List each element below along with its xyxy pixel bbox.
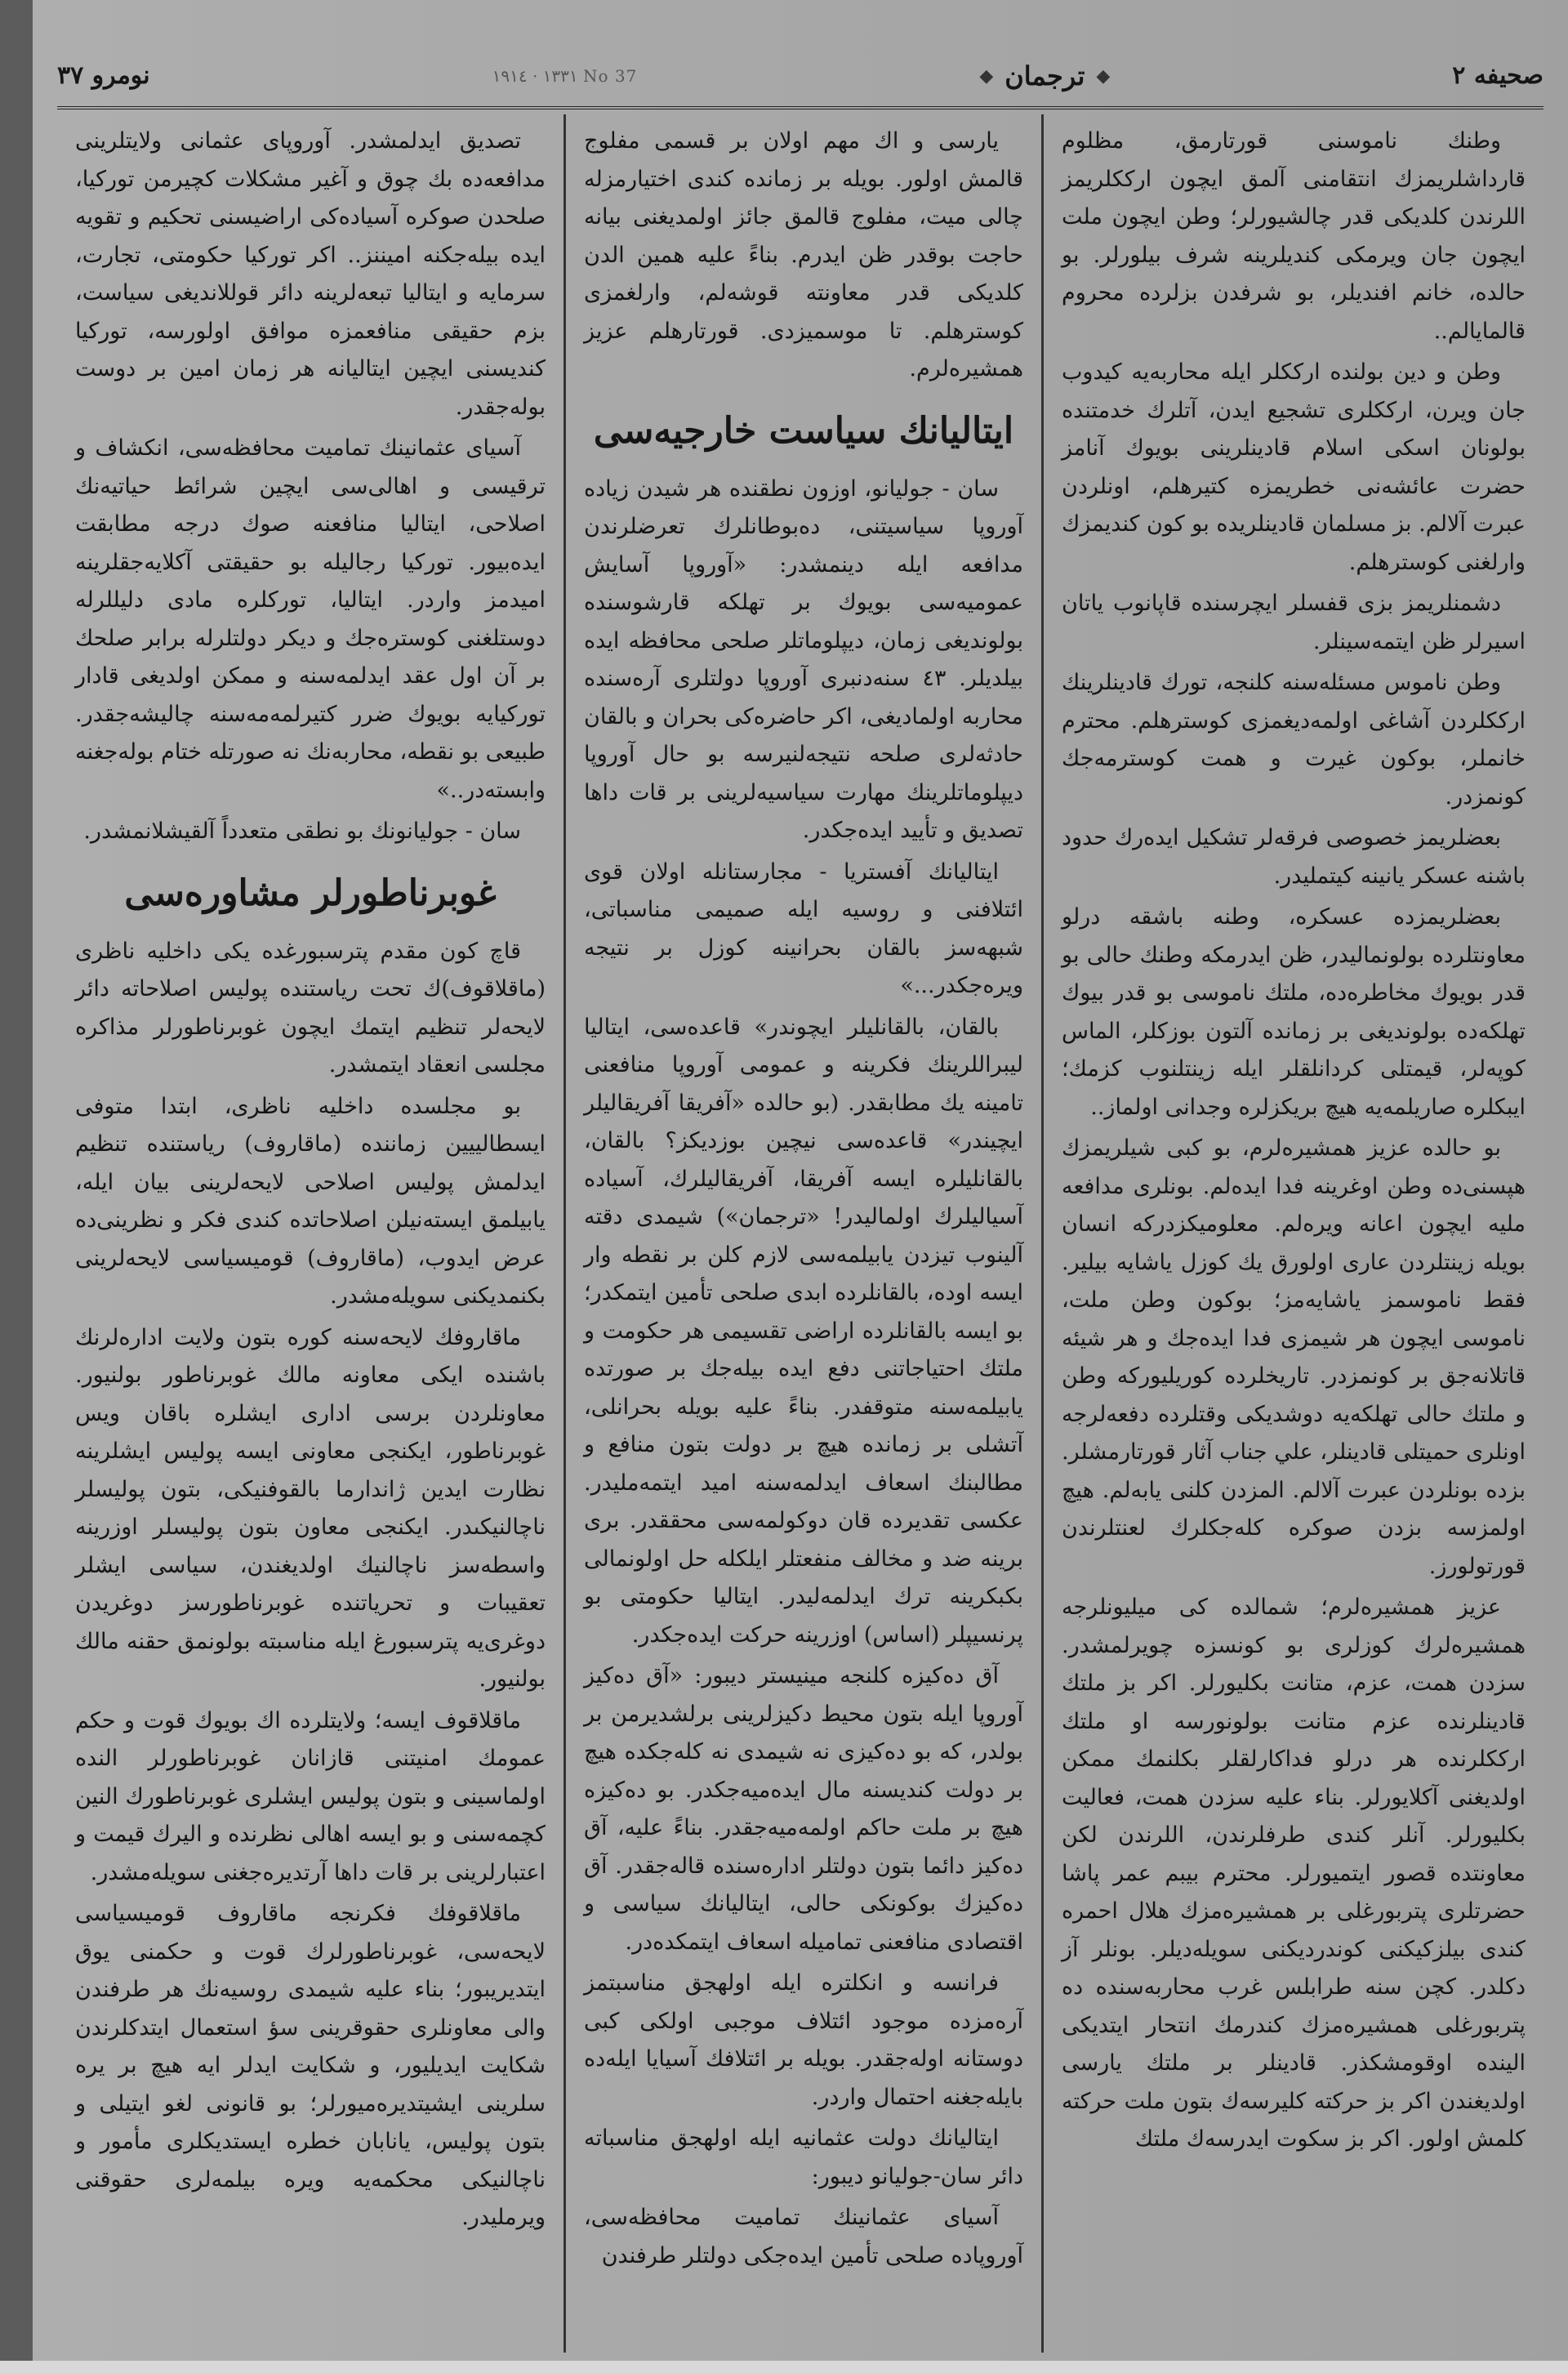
paragraph: بو مجلسده داخليه ناظرى، ابتدا متوفى ايسطالييين زماننده (ماقاروف) رياستنده تنظيم ايدلمش پوليس اصلاحى لايحه‌لرينى بيان ايله، يابيلمق ايسته‌نيلن اصلاحاتده كندى فكر و نظرينى‌ده عرض ايدوب، (ماقاروف) قوميسياسى لايحه‌لرينى بكنمديكنى سويله‌مشدر. <box>75 1093 546 1309</box>
masthead <box>57 45 1544 109</box>
paragraph: ماقاروفك لايحه‌سنه كوره بتون ولايت اداره‌لرنك باشنده ايكى معاونه مالك غوبرناطور بولنيور. معاونلردن برسى ادارى ايشلره باقان ويس غوبرناطور، ايكنجى معاونى ايسه پوليس ايشلرينه نظارت ايدين ژاندارما بالقوفنيكى، بتون پوليسلر ناچالنيكىدر. ايكنجى معاون بتون پوليسلر اوزرينه واسطه‌سز ناچالنيك اولديغندن، سياسى ايشلر تعقيبات و تحرياتنده غوبرناطورسز دوغريدن دوغرى‌يه پترسبورغ ايله مناسبته بولونمق حقنه مالك بولنيور. <box>75 1324 546 1692</box>
ornament-left-icon: ◆ <box>979 65 994 87</box>
paragraph: بو حالده عزيز همشيره‌لرم، بو كبى شيلريمزك هپسنى‌ده وطن اوغرينه فدا ايده‌لم. بونلرى مدافعه مليه ايچون اعانه ويره‌لم. معلوميكزدركه انسان بويله زينتلردن عارى اولورق يك كوزل ياشايه بيلير. فقط ناموسمز ياشايه‌مز؛ بوكون وطن ملت، ناموسى ايچون هر شيمزى فدا ايده‌جك و هر شيئه قاتلانه‌جق بر كونمزدر. تاريخلرده كوريليوركه وطن و ملتك حالى تهلكه‌يه دوشديكى وقتلرده دفعه‌لرجه اونلرى حميتلى قادينلر، علي جناب آثار قورتارمشلر. بزده بونلردن عبرت آلالم. المزدن كلنى يابه‌لم. هيچ اولمزسه بزدن صوكره كله‌جكلرك لعنتلرندن قورتولورز. <box>1062 1135 1526 1579</box>
paragraph: قاچ كون مقدم پترسبورغده يكى داخليه ناظرى (ماقلاقوف)ك تحت رياستنده پوليس اصلاحاته دائر لايحه‌لر تنظيم ايتمك ايچون غوبرناطورلر مذاكره مجلسى انعقاد ايتمشدر. <box>75 938 546 1077</box>
column-middle <box>564 114 1041 2353</box>
paragraph: دشمنلريمز بزى قفسلر ايچرسنده قاپانوب ياتان اسيرلر ظن ايتمه‌سينلر. <box>1062 591 1526 654</box>
paragraph: بالقان، بالقانليلر ايچوندر» قاعده‌سى، ايتاليا ليبراللرينك فكرينه و عمومى آوروپا منافعنى تامينه يك مطابقدر. (بو حالده «آفريقا آفريقاليلر ايچيندر» قاعده‌سى نيچين بوزديكز؟ بالقان، بالقانليلره ايسه آفريقا، آفريقاليلرك، آسياده آسياليلرك اولماليدر! «ترجمان») شيمدى دقته آلينوب تيزدن يابيلمه‌سى لازم كلن بر نقطه وار ايسه اوده، بالقانلرده ابدى صلحى تأمين ايتمكدر؛ بو ايسه بالقانلرده اراضى تقسيمى هر حكومت و ملتك احتياجاتنى دفع ايده بيله‌جك بر صورتده يابيلمه‌سنه متوقفدر. بناءً عليه بويله بحرانلى، آتشلى بر زمانده هيچ بر دولت بتون منافع و مطالبنك اسعاف ايدلمه‌سنه اميد ايتمه‌مليدر. عكسى تقديرده قان دوكولمه‌سى محققدر. برى برينه ضد و مخالف منفعتلر ايلكله حل اولونمالى بكبكرينه ترك ايدلمه‌ليدر. ايتاليا حكومتى بو پرنسيپلر (اساس) اوزرينه حركت ايده‌جكدر. <box>584 1014 1023 1648</box>
issue-number: نومرو ٣٧ <box>57 61 150 90</box>
paragraph: سان - جوليانو، اوزون نطقنده هر شيدن زياده آوروپا سياسيتنى، ده‌بوطانلرك تعرضلرندن مدافعه ايله دينمشدر: «آوروپا آسايش عموميه‌سى بويوك بر تهلكه قارشوسنده بولونديغى زمان، ديپلوماتلر صلحى محافظه ايده بيلديلر. ٤٣ سنه‌دنبرى آوروپا دولتلرى آره‌سنده محاربه اولماديغى، اكر حاضره‌كى بحران و بالقان حادثه‌لرى صلحه نتيجه‌لنيرسه بو حال آوروپا ديپلوماتلرينك مهارت سياسيه‌لرينى بر قات داها تصديق و تأييد ايده‌جكدر. <box>584 475 1023 843</box>
paragraph: تصديق ايدلمشدر. آوروپاى عثمانى ولايتلرينى مدافعه‌ده بك چوق و آغير مشكلات كچيرمن توركيا، صلحدن صوكره آسياده‌كى اراضيسنى تحكيم و تقويه ايده بيله‌جكنه اميننز.. اكر توركيا حكومتى، تجارت، سرمايه و ايتاليا تبعه‌لرينه دائر قوللانديغى سياست، بزم حقيقى منافعمزه موافق اولورسه، توركيا كنديسنى ايچين ايتاليانه هر زمان امين بر دوست بوله‌جقدر. <box>75 128 546 420</box>
paragraph: آسياى عثمانينك تماميت محافظه‌سى، انكشاف و ترقيسى و اهالى‌سى ايچين شرائط حياتيه‌نك اصلاحى، ايتاليا منافعنه صوك درجه مطابقت ايده‌بيور. توركيا رجاليله بو حقيقتى آكلايه‌جقلرينه اميدمز واردر. ايتاليا، توركلره مادى دليللرله دوستلغنى كوستره‌جك و ديكر دولتلرله برابر صلحك بر آن اول عقد ايدلمه‌سنه و ممكن اولديغى قادار توركيايه بويوك ضرر كتيرلمه‌مه‌سنه چاليشه‌جقدر. طبيعى بو نقطه، محاربه‌نك نه صورتله ختام بوله‌جغنه وابسته‌در..» <box>75 435 546 803</box>
paragraph: ايتاليانك آفستريا - مجارستانله اولان قوى ائتلافنى و روسيه ايله صميمى مناسباتى، شبهه‌سز بالقان بحرانينه كوزل بر نتيجه ويره‌جكدر...» <box>584 859 1023 998</box>
paragraph: وطنك ناموسنى قورتارمق، مظلوم قارداشلريمزك انتقامنى آلمق ايچون ارككلريمز اللرندن كلديكى قدر چالشيورلر؛ وطن ايچون ملت ايچون جان ويرمكى كنديلرينه شرف بيلورلر. بو حالده، خانم افنديلر، بو شرفدن بزلرده محروم قالمايالم.. <box>1062 128 1526 344</box>
article-columns <box>57 114 1544 2353</box>
paragraph: بعضلريمزده عسكره، وطنه باشقه درلو معاونتلرده بولونماليدر، ظن ايدرمكه وطنك حالى بو قدر بويوك مخاطره‌ده، ملتك ناموسى بو قدر بيوك تهلكه‌ده بولونديغى بر زمانده آلتون بوزكلر، الماس كوپه‌لر، قيمتلى كردانلقلر ايله زينتلنوب كزمك؛ ايبكلره صاريلمه‌يه هيچ بريكزلره وجدانى اولماز.. <box>1062 904 1526 1120</box>
paragraph: سان - جوليانونك بو نطقى متعدداً آلقيشلانمشدر. <box>83 819 521 844</box>
page-bottom-edge <box>0 2361 1568 2373</box>
paragraph: يارسى و اك مهم اولان بر قسمى مفلوج قالمش اولور. بويله بر زمانده كندى اختيارمزله چالى ميت، مفلوج قالمق جائز اولمديغنى بيانه حاجت بوقدر ظن ايدرم. بناءً عليه همين الدن كلديكى قدر معاونته قوشه‌لم، وارلغمزى كوسترهلم. تا موسميزدى. قورتارهلم عزيز همشيره‌لرم. <box>584 128 1023 381</box>
paragraph: آسياى عثمانينك تماميت محافظه‌سى، آوروپاده صلحى تأمين ايده‌جكى دولتلر طرفندن <box>584 2205 1023 2268</box>
issue-date: ١٣٣١ · ١٩١٤ No 37 <box>492 65 638 86</box>
ornament-right-icon: ◆ <box>1096 65 1111 87</box>
paragraph: ايتاليانك دولت عثمانيه ايله اولهجق مناسباته دائر سان-جوليانو ديبور: <box>584 2125 1023 2189</box>
newspaper-title-block <box>979 60 1110 91</box>
article-headline-governors-council: غوبرناطورلر مشاوره‌سى <box>124 872 497 914</box>
paragraph: ماقلاقوف ايسه؛ ولايتلرده اك بويوك قوت و حكم عمومك امنيتنى قازانان غوبرناطورلر النده اولماسينى و بتون پوليس ايشلرى غوبرناطورك النين كچمه‌سنى و بو ايسه اهالى نظرنده و اليرك قيمت و اعتبارلرينى بر قات داها آرتديره‌جغنى سويله‌مشدر. <box>75 1707 546 1885</box>
page-number: صحيفه ٢ <box>1452 61 1544 90</box>
paragraph: ماقلاقوفك فكرنجه ماقاروف قوميسياسى لايحه‌سى، غوبرناطورلرك قوت و حكمنى يوق ايتديريبور؛ بناء عليه شيمدى روسيه‌نك هر طرفندن والى معاونلرى حقوقرينى سؤ استعمال ايتدكلرندن شكايت ايديليور، و شكايت ايدلر ايه هيچ بر يره سلرينى ايشيتديره‌ميورلر؛ بو قانونى لغو ايتيلى و بتون پوليس، يانابان خطره ايستديكلرى مأمور و ناچالنيكى محكمه‌يه ويره بيلمه‌لرى حقوقنى ويرمليدر. <box>75 1901 546 2230</box>
newspaper-title: ترجمان <box>1004 60 1085 91</box>
paragraph: عزيز همشيره‌لرم؛ شمالده كى ميليونلرجه همشيره‌لرك كوزلرى بو كونسزه چويرلمشدر. سزدن همت، عزم، متانت بكليورلر. اكر بز ملتك قادينلرنده عزم متانت بولونورسه او ملتك ارككلرنده هر درلو فداكارلقلر بكلنمك ممكن اولديغنى آكلايورلر. بناء عليه سزدن همت، فعاليت بكليورلر. آنلر كندى طرفلرندن، اللرندن لكن معاونتده قصور ايتميورلر. محترم بيبم عمر پاشا حضرتلرى پتربورغلى بر همشيره‌مزك هلال احمره كندى بيلزكيكنى كوندرديكنى سويله‌ديلر. بونلر آز دكلدر. كچن سنه طرابلس غرب محاربه‌سنده ده پتربورغلى همشيره‌مزك كندرمك انتحار ايتديكى الينده اوقومشكذر. قادينلر بر ملتك يارسى اولديغندن اكر بز حركته كليرسه‌ك بتون ملت حركته كلمش اولور. اكر بز سكوت ايدرسه‌ك ملتك <box>1062 1595 1526 2152</box>
paragraph: بعضلريمز خصوصى فرقه‌لر تشكيل ايده‌رك حدود باشنه عسكر يانينه كيتمليدر. <box>1062 825 1526 889</box>
column-left <box>57 114 564 2353</box>
article-headline-italy-foreign-policy: ايتاليانك سياست خارجيه‌سى <box>593 409 1014 452</box>
paragraph: وطن ناموس مسئله‌سنه كلنجه، تورك قادينلرينك ارككلردن آشاغى اولمه‌ديغمزى كوسترهلم. محترم خانملر، بوكون غيرت و همت كوسترمه‌جك كونمزدر. <box>1062 670 1526 810</box>
paragraph: آق ده‌كيزه كلنجه مينيستر ديبور: «آق ده‌كيز آوروپا ايله بتون محيط دكيزلرينى برلشديرمن بر بولدر، كه بو ده‌كيزى نه شيمدى نه كله‌جكده هيچ بر دولت كنديسنه مال ايده‌ميه‌جكدر. بو ده‌كيزه هيچ بر ملت حاكم اولمه‌ميه‌جقدر. بناءً عليه، آق ده‌كيز دائما بتون دولتلر اداره‌سنده قاله‌جقدر. آق ده‌كيزك بوكونكى حالى، ايتاليانك سياسى و اقتصادى منافعنى تماميله اسعاف ايتمكده‌در. <box>584 1663 1023 1955</box>
paragraph: وطن و دين بولنده ارككلر ايله محاربه‌يه كيدوب جان ويرن، ارككلرى تشجيع ايدن، آتلرك خدمتنده بولونان اسكى اسلام قادينلرينى بويوك آنامز حضرت عائشه‌نى خطريمزه كتيرهلم، اونلردن عبرت آلالم. بز مسلمان قادينلريده بو كون كنديمزك وارلغنى كوسترهلم. <box>1062 359 1526 575</box>
column-right <box>1041 114 1544 2353</box>
paragraph: فرانسه و انكلتره ايله اولهجق مناسبتمز آره‌مزده موجود ائتلاف موجبى اولكى كبى دوستانه اوله‌جقدر. بويله بر ائتلافك آسيايا ايله‌ده بايله‌جغنه احتمال واردر. <box>584 1970 1023 2110</box>
